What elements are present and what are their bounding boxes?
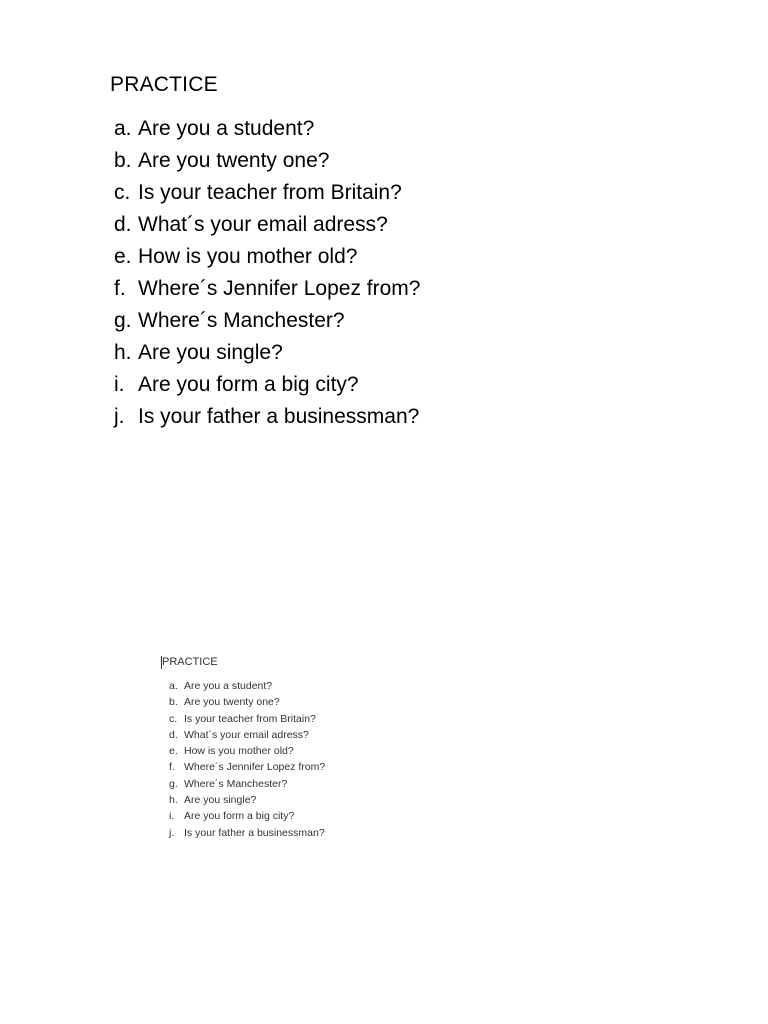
question-text: Is your teacher from Britain? <box>138 181 402 204</box>
list-item <box>114 369 420 401</box>
list-item <box>114 305 420 337</box>
list-item <box>169 825 325 841</box>
question-text: Are you single? <box>184 794 257 807</box>
list-marker: f. <box>169 761 175 774</box>
list-item <box>169 678 325 694</box>
list-marker: i. <box>169 810 175 823</box>
list-marker: d. <box>114 213 132 236</box>
list-item <box>114 113 420 145</box>
question-text: Where´s Manchester? <box>184 777 288 790</box>
list-item <box>114 145 420 177</box>
list-item <box>114 337 420 369</box>
list-item <box>169 776 325 792</box>
question-text: Are you twenty one? <box>138 149 330 172</box>
list-marker: j. <box>169 826 175 839</box>
embedded-title: PRACTICE <box>162 656 218 668</box>
list-item <box>169 808 325 824</box>
list-item <box>169 743 325 759</box>
question-text: Is your teacher from Britain? <box>184 712 316 725</box>
page-title: PRACTICE <box>110 73 218 96</box>
list-item <box>169 694 325 710</box>
question-text: Are you a student? <box>138 117 315 140</box>
list-marker: h. <box>114 341 132 364</box>
question-text: How is you mother old? <box>184 745 294 758</box>
list-item <box>114 177 420 209</box>
question-text: Where´s Manchester? <box>138 309 345 332</box>
question-text: What´s your email adress? <box>184 728 309 741</box>
list-marker: j. <box>114 405 125 428</box>
list-marker: a. <box>169 680 178 692</box>
question-text: Are you form a big city? <box>138 373 359 396</box>
list-item <box>114 401 420 433</box>
question-text: Where´s Jennifer Lopez from? <box>184 761 326 774</box>
list-marker: c. <box>114 181 131 204</box>
list-marker: d. <box>169 728 178 741</box>
list-item <box>169 727 325 743</box>
list-marker: f. <box>114 277 126 300</box>
question-list <box>114 113 420 433</box>
question-text: What´s your email adress? <box>138 213 388 236</box>
question-text: Are you single? <box>138 341 283 364</box>
embedded-screenshot <box>160 652 370 842</box>
question-text: Where´s Jennifer Lopez from? <box>138 277 421 300</box>
list-item <box>114 241 420 273</box>
list-marker: a. <box>114 117 132 140</box>
list-marker: g. <box>114 309 132 332</box>
question-text: How is you mother old? <box>138 245 358 268</box>
question-text: Are you twenty one? <box>184 696 280 709</box>
question-text: Are you a student? <box>184 680 273 692</box>
list-marker: b. <box>169 696 178 709</box>
list-item <box>114 209 420 241</box>
embedded-question-list <box>169 678 325 841</box>
question-text: Are you form a big city? <box>184 810 295 823</box>
list-marker: i. <box>114 373 125 396</box>
question-text: Is your father a businessman? <box>184 826 325 839</box>
list-marker: h. <box>169 794 178 807</box>
question-text: Is your father a businessman? <box>138 405 420 428</box>
list-item <box>114 273 420 305</box>
list-marker: c. <box>169 712 178 725</box>
list-marker: e. <box>114 245 132 268</box>
list-item <box>169 759 325 775</box>
list-marker: e. <box>169 745 178 758</box>
list-marker: g. <box>169 777 178 790</box>
list-marker: b. <box>114 149 132 172</box>
list-item <box>169 792 325 808</box>
list-item <box>169 711 325 727</box>
